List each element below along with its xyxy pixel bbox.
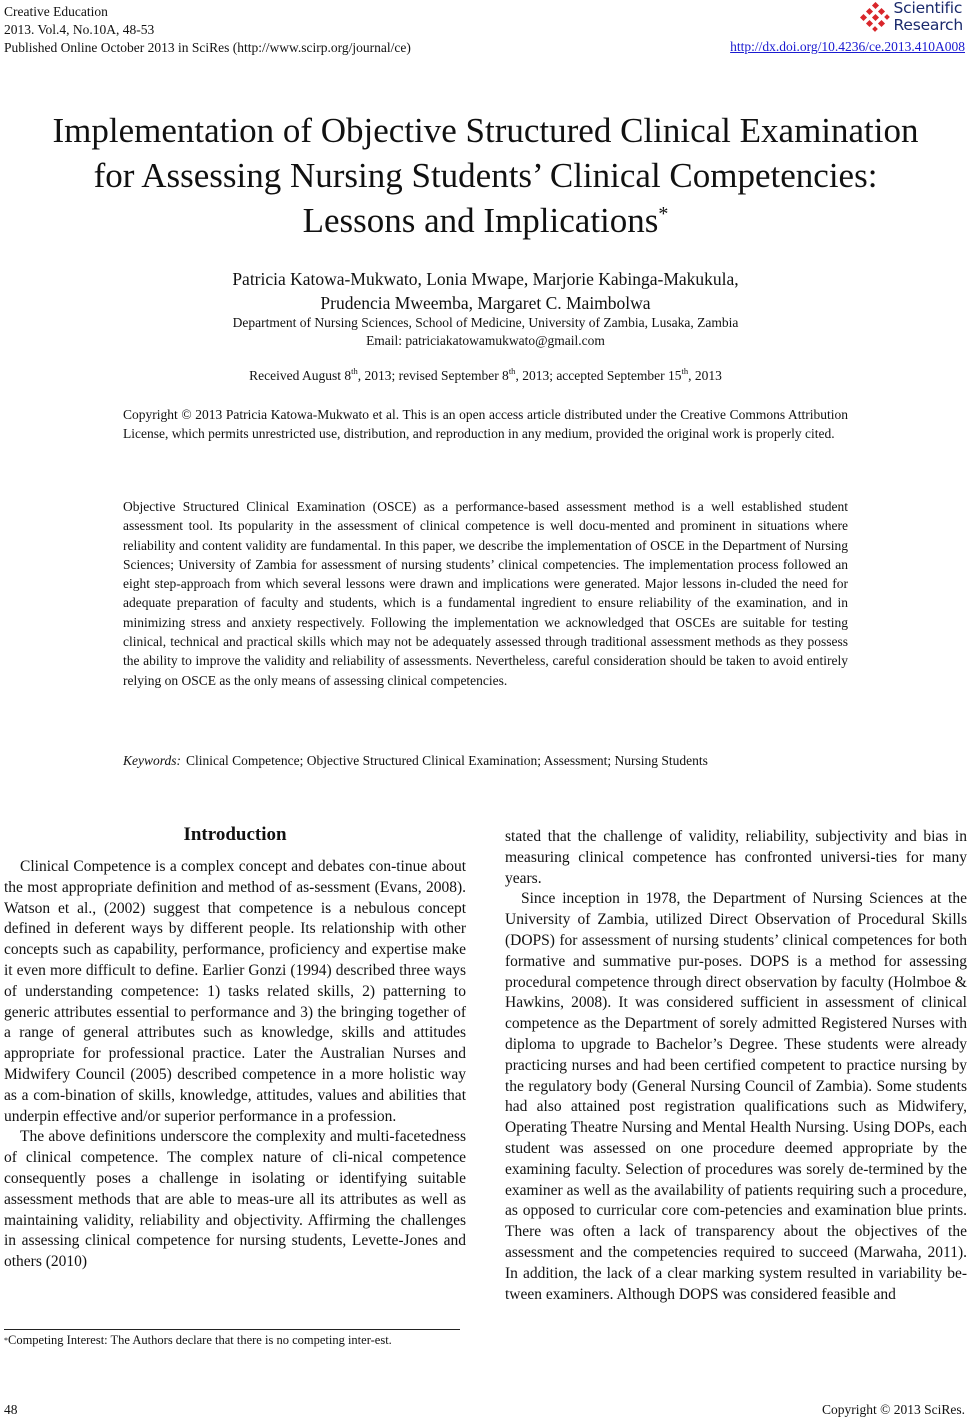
year-text: , 2013 [688,368,722,383]
keywords-text: Clinical Competence; Objective Structured Clinical Examination; Assessment; Nursing Students [186,753,708,768]
paper-title [0,108,971,243]
scientific-research-logo [860,0,964,34]
footer-copyright: Copyright © 2013 SciRes. [821,1402,965,1417]
publication-info: Published Online October 2013 in SciRes (http://www.scirp.org/journal/ce) [4,40,411,55]
paragraph: stated that the challenge of validity, reliability, subjectivity and bias in measuring clinical competence has confronted universi-ties for many years. [505,828,967,887]
title-line-3: Lessons and Implications [302,201,659,240]
section-heading: Introduction [183,824,287,845]
footnote-text: Competing Interest: The Authors declare that there is no competing inter-est. [8,1333,392,1347]
journal-header [4,3,411,57]
doi-link[interactable]: http://dx.doi.org/10.4236/ce.2013.410A008 [730,39,965,54]
accepted-text: , 2013; accepted September 15 [515,368,682,383]
abstract: Objective Structured Clinical Examination (OSCE) as a performance-based assessment method is a well established student assessment tool. Its popularity in the assessment of clinical competence is well docu-mented and prominent in situations where reliability and content validity are fundamental. In this paper, we describe the implementation of OSCE in the Department of Nursing Sciences; University of Zambia for assessment of nursing students’ clinical competencies. The implementation process followed an eight step-approach from which several lessons were drawn and implications were generated. Major lessons in-cluded the need for adequate preparation of faculty and students, which is a fundamental ingredient to ensure reliability of the examination, and in minimizing stress and anxiety respectively. Following the implementation we acknowledged that OSCEs are suitable for testing clinical, technical and practical skills which may not be adequately assessed through traditional assessment methods as they possess the ability to improve the validity and reliability of assessments. Nevertheless, careful consideration should be taken to avoid entirely relying on OSCE as the only means of assessing clinical competencies. [123,499,848,688]
paragraph: The above definitions underscore the complexity and multi-facetedness of clinical competence. The complex nature of cli-nical competence consequently poses a challenge in isolating or identifying suitable assessment methods that are able to meas-ure all its attributes as well as maintaining validity, reliability and objectivity. Affirming the challenges in assessing clinical competence for nursing students, Levette-Jones and others (2010) [4,1128,466,1271]
authors-line-2: Prudencia Mweemba, Margaret C. Maimbolwa [320,293,651,313]
title-footnote-marker: * [658,203,669,225]
journal-name: Creative Education [4,4,108,19]
affiliation: Department of Nursing Sciences, School of Medicine, University of Zambia, Lusaka, Zambia [232,315,739,330]
copyright-notice: Copyright © 2013 Patricia Katowa-Mukwato et al. This is an open access article distributed under the Creative Commons Attribution License, which permits unrestricted use, distribution, and reproduction in any medium, provided the original work is properly cited. [123,407,848,442]
footnote [4,1332,460,1349]
received-dates [0,368,971,384]
title-line-2: for Assessing Nursing Students’ Clinical Competencies: [93,156,878,195]
ordinal-suffix: th [351,366,358,376]
title-line-1: Implementation of Objective Structured Clinical Examination [52,111,919,150]
author-email: Email: patriciakatowamukwato@gmail.com [366,333,605,348]
keywords-label: Keywords [123,753,177,768]
footnote-divider [4,1329,460,1330]
paragraph: Clinical Competence is a complex concept and debates con-tinue about the most appropriate definition and method of as-sessment (Evans, 2008). Watson et al., (2002) suggest that competence is a nebulous concept defined in deferent ways by different people. Its relationship with other concepts such as capability, performance, proficiency and expertise make it even more difficult to define. Earlier Gonzi (1994) described three ways of understanding competence: 1) tasks related skills, 2) patterning to generic attributes essential to performance and 3) the bringing together of a range of general attributes such as knowledge, skills and attitudes appropriate for professional practice. Later the Australian Nurses and Midwifery Council (2005) described competence in a more holistic way as a com-bination of skills, knowledge, attitudes, values and abilities that underpin effective and/or superior performance in a profession. [4,858,466,1125]
keywords: Keywords: Clinical Competence; Objective Structured Clinical Examination; Assessment; Nursing Students [123,751,848,771]
logo-diamond-icon [860,2,890,32]
affiliation-block [0,314,971,350]
body-column-left [4,823,466,1273]
journal-volume: 2013. Vol.4, No.10A, 48-53 [4,22,155,37]
authors-line-1: Patricia Katowa-Mukwato, Lonia Mwape, Marjorie Kabinga-Makukula, [232,269,739,289]
page-number: 48 [4,1402,18,1417]
author-list [0,267,971,315]
logo-text-line2: Research [893,16,963,34]
revised-text: , 2013; revised September 8 [357,368,509,383]
ordinal-suffix: th [508,366,516,376]
received-text: Received August 8 [249,368,352,383]
body-column-right [505,827,967,1305]
ordinal-suffix: th [681,366,689,376]
paragraph: Since inception in 1978, the Department of Nursing Sciences at the University of Zambia, utilized Direct Observation of Procedural Skills (DOPS) for assessment of nursing students’ clinical competences for both formative and summative pur-poses. DOPS is a method for assessing procedural competence through direct observation by faculty (Holmboe & Hawkins, 2008). It was considered sufficient in assessment of clinical competence as the Department of sorely admitted Registered Nurses with diploma to upgrade to Bachelor’s Degree. These students were already practicing nurses and had been certified competent to practice nursing by the regulatory body (General Nursing Council of Zambia). Some students had also attained post registration qualifications such as Midwifery, Operating Theatre Nursing and Mental Health Nursing. Using DOPs, each student was assessed on one procedure deemed appropriate by the examining faculty. Selection of procedures was sorely de-termined by the examiner as well as the availability of patients requiring such a procedure, as opposed to curricular core com-petencies and examination blue prints. There was often a lack of transparency about the objectives of the assessment and the competencies required to succeed (Marwaha, 2011). In addition, the lack of a clear marking system resulted in variability be-tween examiners. Although DOPS was considered feasible and [505,890,967,1303]
footnote-marker: * [4,1336,8,1345]
logo-text-line1: Scientific [893,0,963,17]
